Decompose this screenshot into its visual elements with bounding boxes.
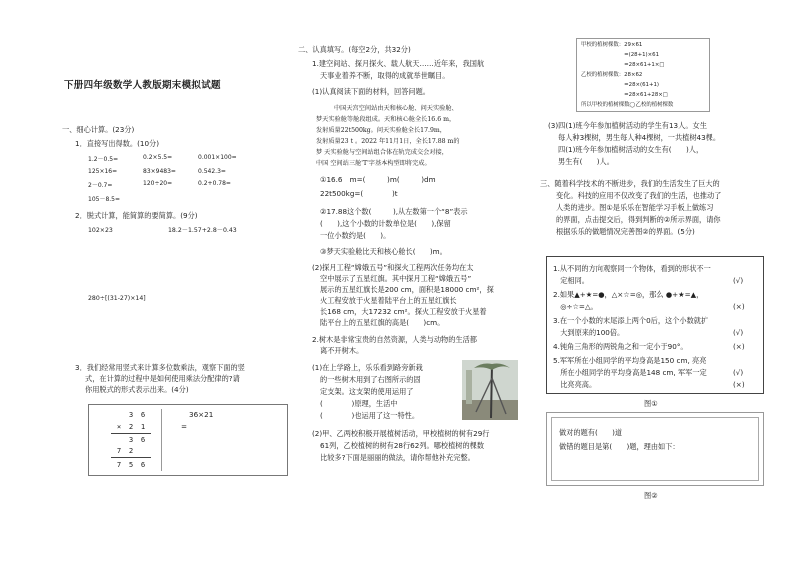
expr-1: 102×23 [88, 227, 113, 234]
trees-q2-line: 61列，乙校植树的树有28行62列。哪校植树的棵数 [320, 441, 485, 450]
m-q2-line: 火工程安放于火星着陆平台上的五星红旗长 [320, 296, 457, 305]
vertical-calc-box [88, 404, 288, 476]
q3-line-2: 式，在计算的过程中是如何使用乘法分配律的?请 [85, 374, 240, 383]
oral-item: 2－0.7= [88, 182, 113, 189]
trees-q1-line: ( )原理，生活中 [320, 399, 398, 408]
vm-row: 3 6 [128, 410, 146, 419]
figure-1-panel [546, 256, 764, 394]
fill-2-line: ( ),这个小数的计数单位是( ),保留 [320, 219, 451, 228]
vm-row: 7 5 6 [116, 460, 146, 469]
q1-heading: 1．直接写出得数。(10分) [75, 139, 160, 148]
oral-item: 0.542.3= [198, 168, 226, 175]
expr-3: 280÷[(31-27)×14] [88, 295, 146, 302]
oral-item [143, 194, 198, 203]
oral-item: 0.2+0.78= [198, 180, 231, 187]
section-3-line: 根据乐乐的做题情况完善图②的界面。(5分) [556, 227, 695, 236]
passage-line: 梦 天实验舱与空间站组合体在轨完成交会对接， [316, 149, 448, 156]
calc-line: 所以甲校的植树棵数◯乙校的植树棵数 [581, 102, 674, 108]
item-line: 5.军军所在小组同学的平均身高是150 cm, 亮亮 [553, 356, 707, 365]
fill-3: ③梦天实验舱比天和核心舱长( )m。 [320, 247, 447, 256]
r-q3-line: (3)四(1)班今年参加植树活动的学生有13人。女生 [548, 121, 707, 130]
tree-support-photo [462, 360, 518, 420]
vm-rule [111, 457, 151, 458]
oral-item: 1.2－0.5= [88, 156, 119, 163]
m-q1-line-1: 1.建空间站、探月探火、载人航天……近年来，我国航 [312, 59, 485, 68]
oral-item: 0.001×100= [198, 154, 237, 161]
calc-line: 乙校的植树棵数：28×62 [581, 72, 643, 78]
correct-count: 做对的题有( )道 [559, 428, 623, 437]
calc-line: 甲校的植树棵数：29×61 [581, 42, 643, 48]
m-q2-line: 长168 cm，大17232 cm²。探火工程安放于火星着 [320, 307, 487, 316]
m-q2-line: 空中展示了五星红旗。其中探月工程“嫦娥五号” [320, 274, 472, 283]
section-3-line: 三、随着科学技术的不断进步，我们的生活发生了巨大的 [540, 179, 720, 188]
r-q3-line: 男生有( )人。 [558, 157, 614, 166]
m-q2-line: 展示的五星红旗长是200 cm，面积是18000 cm²，探 [320, 285, 494, 294]
school-calc-box [576, 38, 710, 112]
item-line: 3.在一个小数的末尾添上两个0后，这个小数就扩 [553, 316, 709, 325]
item-line: ◎÷☆=△。 [553, 302, 598, 311]
fill-1b: 22t500kg=( )t [320, 189, 398, 198]
trees-q1-line: 的一些树木用到了右图所示的固 [320, 375, 421, 384]
trees-q2-line: 比较多?下面是丽丽的做法，请你帮他补充完整。 [320, 453, 475, 462]
oral-item: 105－8.5= [88, 196, 121, 203]
oral-item: 120÷20= [143, 180, 173, 187]
m-q2-line: (2)探月工程“嫦娥五号”和探火工程两次任务均在太 [312, 263, 474, 272]
item-line: 定相同。 [553, 276, 589, 285]
passage-line: 梦天实验舱等舱段组成。天和核心舱全长16.6 m， [316, 116, 456, 123]
passage-line: 中国 空间站三舱'T'字基本构型即将完成。 [316, 160, 431, 167]
oral-item: 83×9483= [143, 168, 176, 175]
m-q1-sub: (1)认真阅读下面的材料，回答问题。 [312, 87, 430, 96]
fill-1a: ①16.6 m=( )m( )dm [320, 175, 436, 184]
item-line: 1.从不同的方向观察同一个物体，看到的形状不一 [553, 264, 711, 273]
passage-line: 发射质量22t500kg。问天实验舱全长17.9m， [316, 127, 446, 134]
r-q3-line: 每人种3棵树，男生每人种4棵树，一共植树43棵。 [558, 133, 721, 142]
oral-item: 125×16= [88, 168, 118, 175]
calc-line: =(28+1)×61 [581, 52, 660, 58]
figure-1-caption: 图① [644, 399, 658, 408]
expr-2: 18.2－1.57+2.8－0.43 [168, 227, 237, 234]
oral-calc-grid [88, 154, 268, 203]
trees-intro: 离不开树木。 [320, 346, 364, 355]
oral-item [198, 194, 268, 203]
cross-mark: (×) [733, 380, 745, 389]
q3-line-3: 你用脱式的形式表示出来。(4分) [85, 385, 189, 394]
trees-q2-line: (2)甲、乙两校积极开展植树活动，甲校植树的树有29行 [312, 429, 490, 438]
divider-line [161, 409, 162, 471]
section-1-heading: 一、细心计算。(23分) [62, 125, 135, 134]
wrong-item: 做错的题目是第( )题，理由如下： [559, 442, 680, 451]
vm-row: 3 6 [128, 435, 146, 444]
cross-mark: (×) [733, 302, 745, 311]
item-line: 大到原来的100倍。 [553, 328, 625, 337]
equals-sign: = [181, 422, 188, 431]
page-title: 下册四年级数学人教版期末模拟试题 [64, 80, 221, 91]
section-3-line: 人类的进步。图①是乐乐在智能学习手板上做练习 [556, 203, 714, 212]
fill-2-line: ②17.88这个数( ),从左数第一个“8”表示 [320, 207, 468, 216]
vm-row: 7 2 [116, 446, 134, 455]
check-mark: (√) [733, 276, 744, 285]
trees-q1-line: ( )也运用了这一特性。 [320, 411, 420, 420]
item-line: 4.钝角三角形的两锐角之和一定小于90°。 [553, 342, 688, 351]
trees-q1-line: 定支架。这支架的使用运用了 [320, 387, 414, 396]
calc-label: 36×21 [189, 410, 214, 419]
calc-line: =28×61+1×□ [581, 62, 665, 68]
passage-line: 发射质量23 t 。2022 年11月1日，全长17.88 m的 [316, 138, 460, 145]
vm-row: × 2 1 [116, 422, 146, 431]
cross-mark: (√) [733, 368, 744, 377]
item-line: 比亮亮高。 [553, 380, 597, 389]
m-q1-line-2: 天事业着养不断，取得的成就举世瞩目。 [320, 71, 450, 80]
section-2-heading: 二、认真填写。(每空2分，共32分) [298, 45, 411, 54]
fill-2-line: 一位小数约是( )。 [320, 231, 391, 240]
q2-heading: 2．脱式计算，能简算的要简算。(9分) [75, 211, 198, 220]
trees-q1-line: (1)在上学路上，乐乐看到路旁新栽 [312, 363, 423, 372]
figure-2-caption: 图② [644, 491, 658, 500]
trees-intro: 2.树木是非常宝贵的自然资源，人类与动物的生活都 [312, 335, 477, 344]
section-3-line: 的界面，点击提交后，得到判断的②所示界面，请你 [556, 215, 721, 224]
r-q3-line: 四(1)班今年参加植树活动的女生有( )人， [558, 145, 704, 154]
m-q2-line: 陆平台上的五星红旗的高是( )cm。 [320, 318, 445, 327]
check-mark: (×) [733, 342, 745, 351]
calc-line: =28×(61+1) [581, 82, 660, 88]
calc-line: =28×61+28×□ [581, 92, 668, 98]
q3-line-1: 3．我们经常用竖式来计算多位数乘法，观察下面的竖 [75, 363, 245, 372]
oral-item: 0.2×5.5= [143, 154, 173, 161]
cross-mark: (√) [733, 328, 744, 337]
section-3-line: 变化。科技的应用不仅改变了我们的生活，也推动了 [556, 191, 722, 200]
item-line: 所在小组同学的平均身高是148 cm, 军军一定 [553, 368, 707, 377]
item-line: 2.如果▲+★=●，△×☆=◎，那么 ●+★=▲， [553, 290, 704, 299]
passage-line: 中国天宫空间站由天和核心舱、问天实验舱、 [334, 105, 458, 112]
figure-2-panel [546, 412, 764, 486]
